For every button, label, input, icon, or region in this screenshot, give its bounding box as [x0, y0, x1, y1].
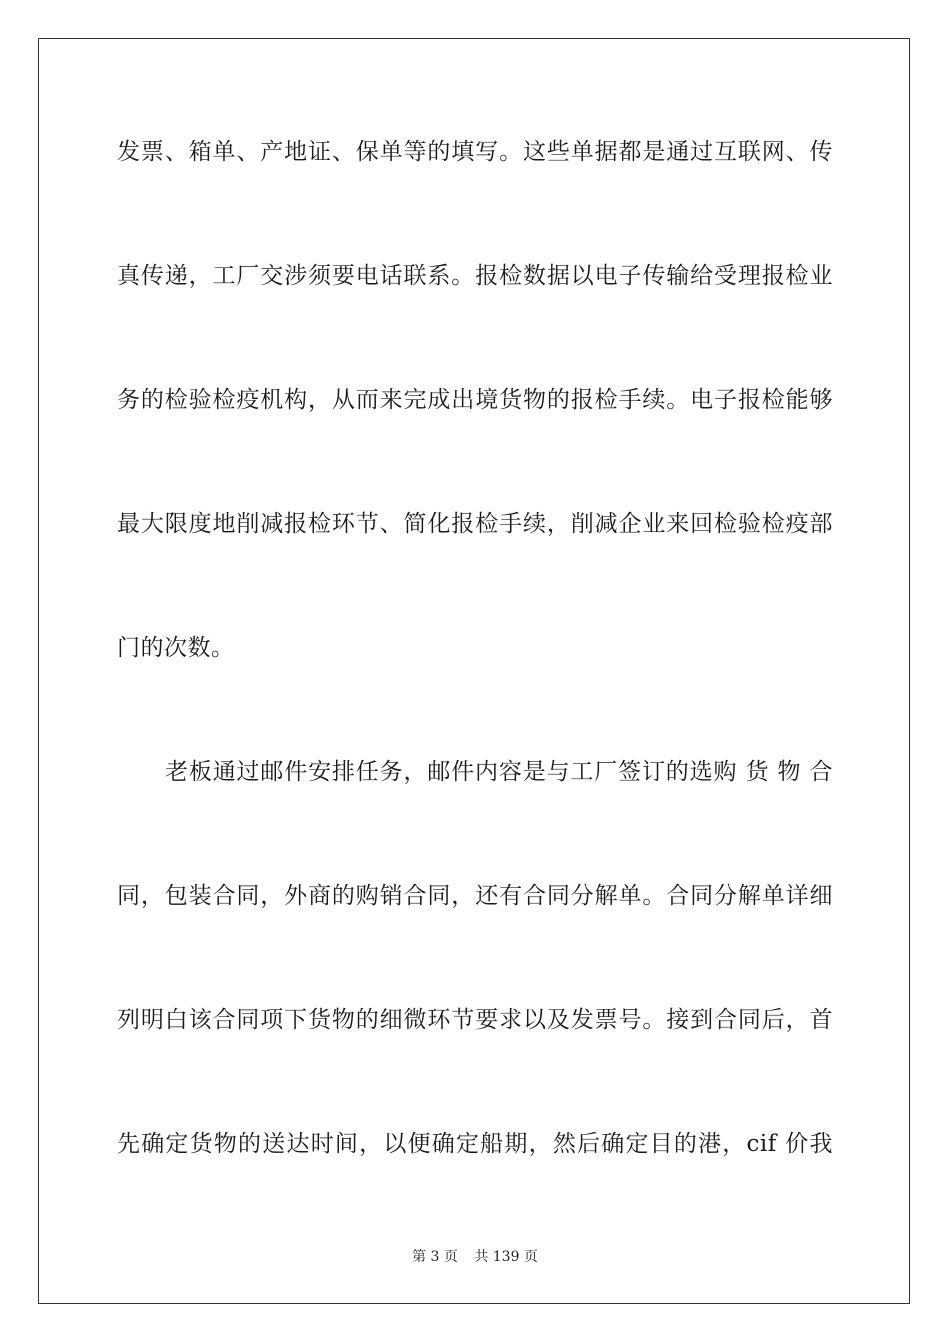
page-footer	[0, 1248, 950, 1266]
body-line-9: 先确定货物的送达时间，以便确定船期，然后确定目的港，cif 价我	[117, 1131, 833, 1157]
body-line-4: 最大限度地削减报检环节、简化报检手续，削减企业来回检验检疫部	[117, 511, 833, 537]
body-line-7: 同，包装合同，外商的购销合同，还有合同分解单。合同分解单详细	[117, 883, 833, 909]
body-line-8: 列明白该合同项下货物的细微环节要求以及发票号。接到合同后，首	[117, 1007, 833, 1033]
body-line-1: 发票、箱单、产地证、保单等的填写。这些单据都是通过互联网、传	[117, 139, 833, 165]
body-line-2: 真传递，工厂交涉须要电话联系。报检数据以电子传输给受理报检业	[117, 263, 833, 289]
body-line-5: 门的次数。	[117, 635, 235, 661]
page-total: 共 139 页	[474, 1249, 538, 1265]
page-number: 第 3 页	[412, 1249, 458, 1265]
body-line-3: 务的检验检疫机构，从而来完成出境货物的报检手续。电子报检能够	[117, 387, 833, 413]
page-border	[38, 38, 910, 1304]
body-line-6: 老板通过邮件安排任务，邮件内容是与工厂签订的选购 货 物 合	[165, 759, 833, 785]
